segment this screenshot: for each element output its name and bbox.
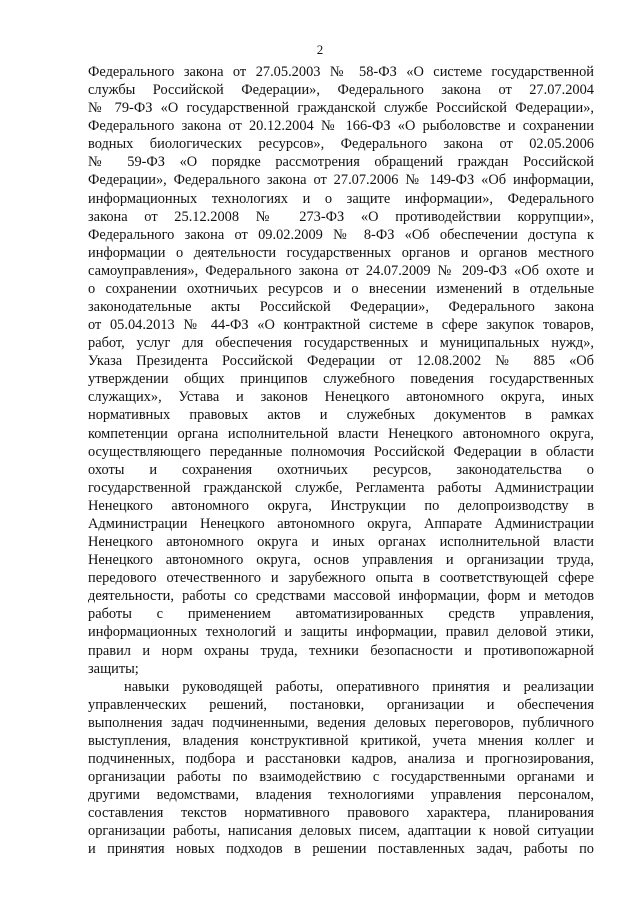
text-line-paragraph-start: навыки руководящей работы, оперативного принятия и реализации bbox=[124, 678, 594, 695]
text-line: Ненецкого автономного округа и иных органах исполнительной власти bbox=[88, 534, 594, 551]
text-line: работ, услуг для обеспечения государственных и муниципальных нужд», bbox=[88, 335, 594, 352]
text-line: правил и норм охраны труда, техники безопасности и противопожарной bbox=[88, 642, 594, 659]
text-line: организации работы по взаимодействию с государственными органами и bbox=[88, 769, 594, 786]
text-line: служащих», Устава и законов Ненецкого автономного округа, иных bbox=[88, 389, 594, 406]
text-line: деятельности, работы со средствами массовой информации, форм и методов bbox=[88, 588, 594, 605]
text-line: от 05.04.2013 № 44-ФЗ «О контрактной системе в сфере закупок товаров, bbox=[88, 317, 594, 334]
text-line: передового отечественного и зарубежного опыта в соответствующей сфере bbox=[88, 570, 594, 587]
text-line: Администрации Ненецкого автономного округа, Аппарате Администрации bbox=[88, 515, 594, 532]
body-text bbox=[88, 63, 594, 858]
text-line: информационных технологий и защиты информации, правил деловой этики, bbox=[88, 624, 594, 641]
text-line: Ненецкого автономного округа, Инструкции по делопроизводству в bbox=[88, 497, 594, 514]
text-line: Федерального закона от 09.02.2009 № 8-ФЗ «Об обеспечении доступа к bbox=[88, 226, 594, 243]
text-line: законодательные акты Российской Федерации», Федерального закона bbox=[88, 299, 594, 316]
text-line: Указа Президента Российской Федерации от 12.08.2002 № 885 «Об bbox=[88, 353, 594, 370]
text-line: Федерации», Федерального закона от 27.07.2006 № 149-ФЗ «Об информации, bbox=[88, 172, 594, 189]
text-line-paragraph-end: защиты; bbox=[88, 660, 139, 677]
text-line: подчиненных, подбора и расстановки кадров, анализа и прогнозирования, bbox=[88, 750, 594, 767]
text-line: утверждении общих принципов служебного поведения государственных bbox=[88, 371, 594, 388]
text-line: о сохранении охотничьих ресурсов и о внесении изменений в отдельные bbox=[88, 280, 594, 297]
text-line: закона от 25.12.2008 № 273-ФЗ «О противодействии коррупции», bbox=[88, 208, 594, 225]
text-line: и принятия новых подходов в решении поставленных задач, работы по bbox=[88, 841, 594, 858]
text-line: другими ведомствами, владения технологиями управления персоналом, bbox=[88, 787, 594, 804]
text-line: Федерального закона от 27.05.2003 № 58-ФЗ «О системе государственной bbox=[88, 64, 594, 80]
text-line: работы с применением автоматизированных средств управления, bbox=[88, 606, 594, 623]
text-line: охоты и сохранения охотничьих ресурсов, законодательства о bbox=[88, 461, 594, 478]
page-number: 2 bbox=[316, 42, 324, 57]
text-line: № 79-ФЗ «О государственной гражданской службе Российской Федерации», bbox=[88, 100, 594, 117]
text-line: компетенции органа исполнительной власти Ненецкого автономного округа, bbox=[88, 425, 594, 442]
text-line: Ненецкого автономного округа, основ управления и организации труда, bbox=[88, 552, 594, 569]
text-line: службы Российской Федерации», Федерального закона от 27.07.2004 bbox=[88, 82, 594, 99]
text-line: государственной гражданской службе, Регламента работы Администрации bbox=[88, 479, 594, 496]
text-line: управленческих решений, постановки, организации и обеспечения bbox=[88, 696, 594, 713]
text-line: водных биологических ресурсов», Федерального закона от 02.05.2006 bbox=[88, 136, 594, 153]
text-line: составления текстов нормативного правового характера, планирования bbox=[88, 805, 594, 822]
text-line: организации работы, написания деловых писем, адаптации к новой ситуации bbox=[88, 823, 594, 840]
text-line: самоуправления», Федерального закона от 24.07.2009 № 209-ФЗ «Об охоте и bbox=[88, 262, 594, 279]
text-line: нормативных правовых актов и служебных документов в рамках bbox=[88, 407, 594, 424]
text-line: информационных технологиях и о защите информации», Федерального bbox=[88, 190, 594, 207]
text-line: № 59-ФЗ «О порядке рассмотрения обращений граждан Российской bbox=[88, 154, 594, 171]
text-line: выполнения задач подчиненными, ведения деловых переговоров, публичного bbox=[88, 714, 594, 731]
text-line: Федерального закона от 20.12.2004 № 166-ФЗ «О рыболовстве и сохранении bbox=[88, 118, 594, 135]
text-line: осуществляющего переданные полномочия Российской Федерации в области bbox=[88, 443, 594, 460]
text-line: выступления, владения конструктивной критикой, учета мнения коллег и bbox=[88, 732, 594, 749]
text-line: информации о деятельности государственных органов и органов местного bbox=[88, 244, 594, 261]
